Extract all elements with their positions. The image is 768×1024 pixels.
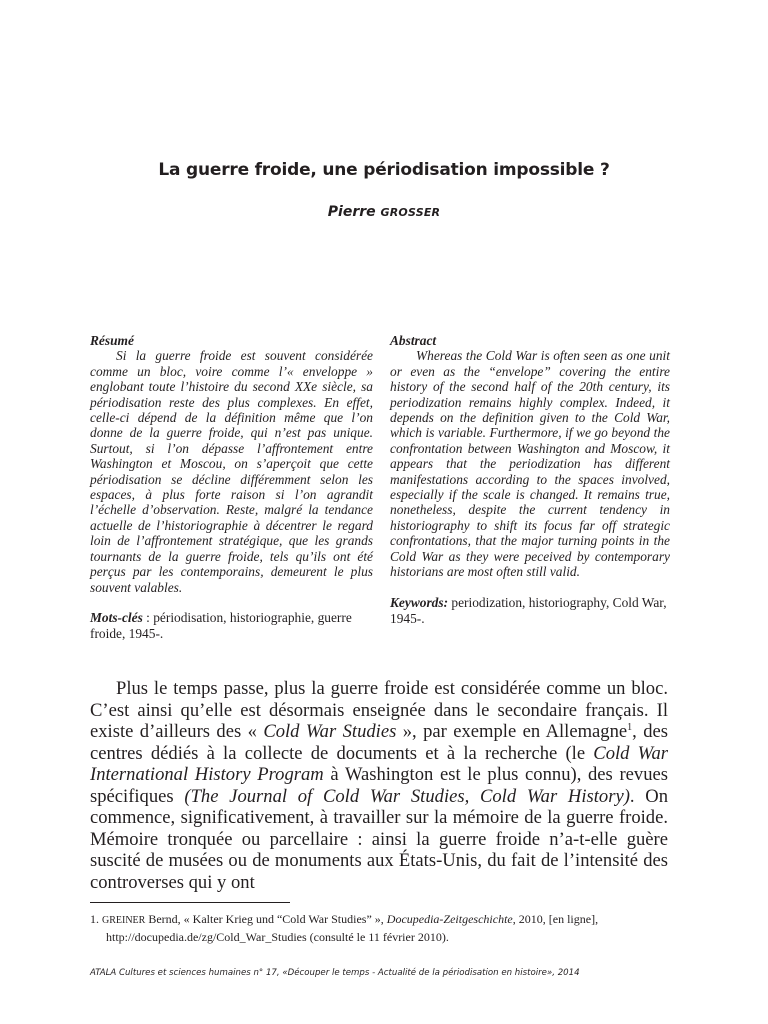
- abstract-column: [390, 333, 670, 627]
- abstract-text: Whereas the Cold War is often seen as one unit or even as the “envelope” covering the entire history of the second half of the 20th century, its periodization remains highly complex. Indeed, it depends on the definition given to the Cold War, which is variable. Furthermore, if we go beyond the confrontation between Washington and Moscow, it appears that the periodization has different manifestations according to the spaces involved, especially if the scale is changed. It remains true, nonetheless, despite the current tendency in historiography to shift its focus far off strategic confrontations, that the major turning points in the Cold War as they were peceived by contemporary historians are most often still valid.: [390, 348, 670, 580]
- abstract-keywords: Keywords: periodization, historiography, Cold War, 1945-.: [390, 594, 667, 626]
- resume-keywords: Mots-clés : périodisation, historiographie, guerre froide, 1945-.: [90, 609, 352, 641]
- resume-column: [90, 333, 373, 642]
- resume-heading: Résumé: [90, 333, 134, 348]
- footnote-reference[interactable]: 1: [627, 721, 633, 733]
- author-name: Pierre GROSSER: [327, 204, 441, 220]
- article-title: La guerre froide, une périodisation impossible ?: [158, 160, 610, 180]
- footnote-link[interactable]: http://docupedia.de/zg/Cold_War_Studies (consulté le 11 février 2010).: [106, 930, 449, 944]
- footnote-divider: [90, 902, 290, 903]
- body-paragraph: Plus le temps passe, plus la guerre froide est considérée comme un bloc. C’est ainsi qu’elle est désormais enseignée dans le secondaire français. Il existe d’ailleurs des « Cold War Studies », par exemple en Allemagne$^1$, des centres dédiés à la collecte de documents et à la recherche (le Cold War International History Program à Washington est le plus connu), des revues spécifiques (The Journal of Cold War Studies, Cold War History). On commence, significativement, à travailler sur la mémoire de la guerre froide. Mémoire tronquée ou parcellaire : ainsi la guerre froide n’a-t-elle guère suscité de musées ou de monuments aux États-Unis, du fait de l’intensité des controverses qui y ont: [90, 678, 669, 893]
- abstract-heading: Abstract: [390, 333, 437, 348]
- page-footer: ATALA Cultures et sciences humaines n° 17, «Découper le temps - Actualité de la périodisation en histoire», 2014: [90, 968, 580, 978]
- resume-text: Si la guerre froide est souvent considérée comme un bloc, voire comme l’« enveloppe » englobant toute l’histoire du second XXe siècle, sa périodisation reste des plus complexes. En effet, celle-ci dépend de la définition même que l’on donne de la guerre froide, qui n’est pas unique. Surtout, si l’on dépasse l’affrontement entre Washington et Moscou, on s’aperçoit que cette périodisation se décline différemment selon les espaces, à plus forte raison si l’on agrandit l’échelle d’observation. Reste, malgré la tendance actuelle de l’historiographie à décentrer le regard loin de l’affrontement stratégique, que les grands tournants de la guerre froide, tels qu’ils ont été perçus par les contemporains, demeurent le plus souvent valables.: [90, 348, 373, 595]
- footnote: 1. GREINER Bernd, « Kalter Krieg und “Cold War Studies” », Docupedia-Zeitgeschichte, 2010, [en ligne], http://docupedia.de/zg/Cold_War_Studies (consulté le 11 février 2010).: [90, 911, 668, 945]
